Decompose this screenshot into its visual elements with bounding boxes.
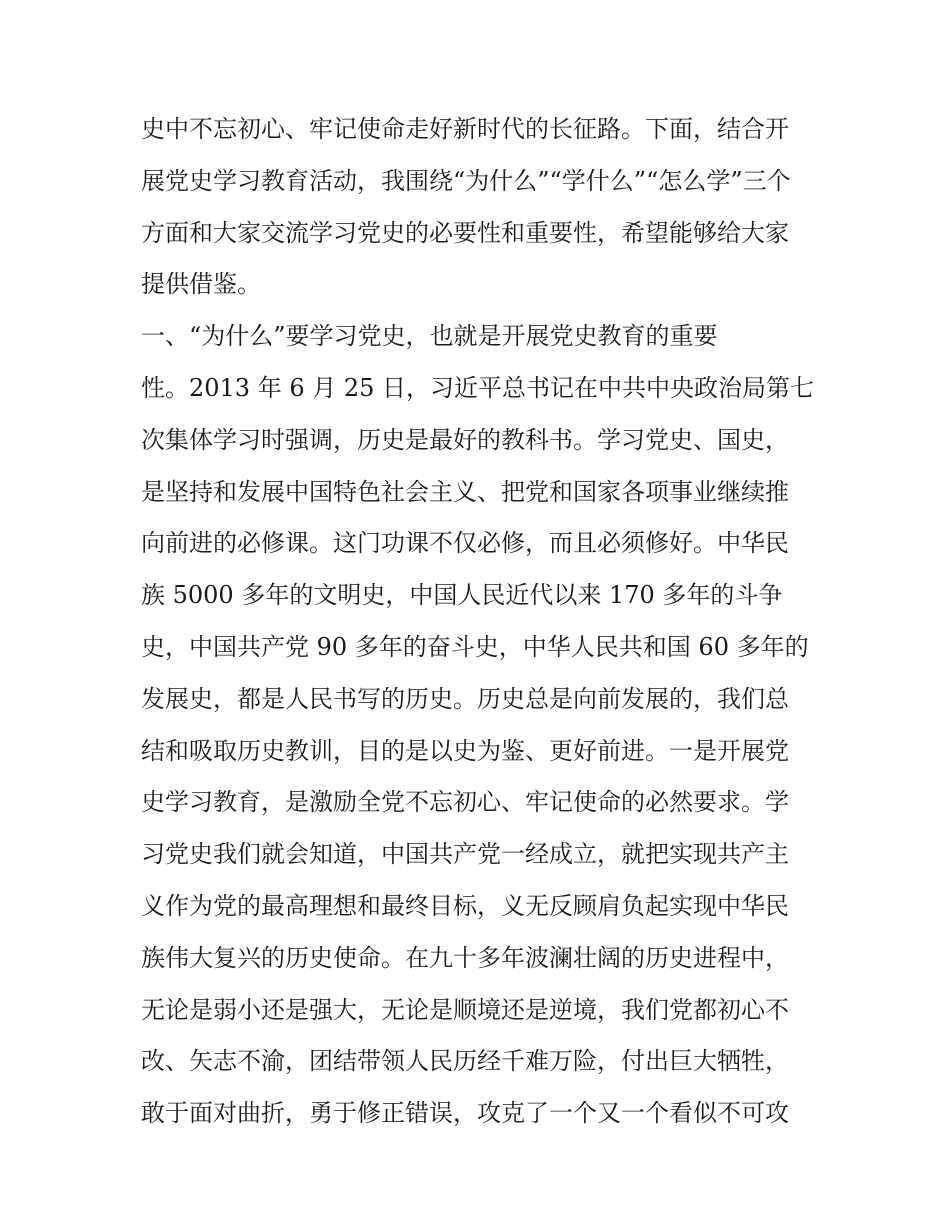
- section-heading-line: 一、“为什么”要学习党史，也就是开展党史教育的重要: [141, 322, 718, 351]
- text-line: 族 5000 多年的文明史，中国人民近代以来 170 多年的斗争: [141, 581, 783, 610]
- text-line: 史，中国共产党 90 多年的奋斗史，中华人民共和国 60 多年的: [141, 632, 809, 661]
- text-line: 敢于面对曲折，勇于修正错误，攻克了一个又一个看似不可攻: [141, 1099, 789, 1128]
- text-line: 提供借鉴。: [141, 270, 261, 299]
- text-line: 向前进的必修课。这门功课不仅必修，而且必须修好。中华民: [141, 529, 789, 558]
- text-line: 习党史我们就会知道，中国共产党一经成立，就把实现共产主: [141, 840, 789, 869]
- text-line: 次集体学习时强调，历史是最好的教科书。学习党史、国史，: [141, 425, 789, 454]
- text-line: 性。2013 年 6 月 25 日，习近平总书记在中共中央政治局第七: [141, 373, 815, 402]
- text-line: 发展史，都是人民书写的历史。历史总是向前发展的，我们总: [141, 684, 789, 713]
- text-line: 无论是弱小还是强大，无论是顺境还是逆境，我们党都初心不: [141, 995, 789, 1024]
- text-line: 改、矢志不渝，团结带领人民历经千难万险，付出巨大牺牲，: [141, 1047, 789, 1076]
- text-line: 族伟大复兴的历史使命。在九十多年波澜壮阔的历史进程中，: [141, 943, 789, 972]
- text-line: 方面和大家交流学习党史的必要性和重要性，希望能够给大家: [141, 218, 789, 247]
- text-line: 是坚持和发展中国特色社会主义、把党和国家各项事业继续推: [141, 477, 789, 506]
- text-line: 结和吸取历史教训，目的是以史为鉴、更好前进。一是开展党: [141, 736, 789, 765]
- text-line: 展党史学习教育活动，我围绕“为什么”“学什么”“怎么学”三个: [141, 166, 791, 195]
- body-text: [141, 104, 841, 1140]
- text-line: 史中不忘初心、牢记使命走好新时代的长征路。下面，结合开: [141, 115, 789, 143]
- text-line: 义作为党的最高理想和最终目标，义无反顾肩负起实现中华民: [141, 891, 789, 920]
- text-line: 史学习教育，是激励全党不忘初心、牢记使命的必然要求。学: [141, 788, 789, 817]
